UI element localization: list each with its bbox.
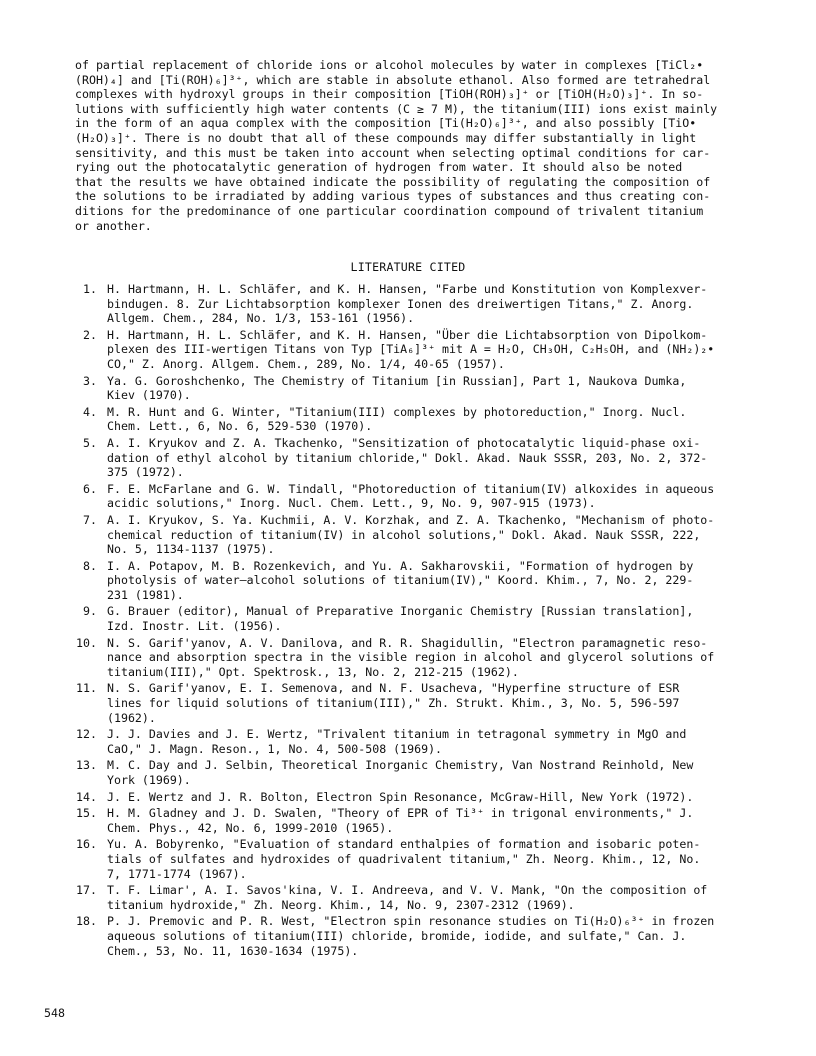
paragraph-line: lutions with sufficiently high water contents (C ≥ 7 M), the titanium(III) ions exist mainly (75, 101, 718, 116)
paragraph-line: or another. (75, 218, 152, 233)
reference-number: 11. (76, 681, 97, 696)
reference-item (75, 405, 755, 434)
reference-item (75, 604, 755, 633)
paragraph-line: complexes with hydroxyl groups in their composition [TiOH(ROH)₃]⁺ or [TiOH(H₂O)₃]⁺. In so- (75, 87, 704, 102)
reference-line: A. I. Kryukov, S. Ya. Kuchmii, A. V. Korzhak, and Z. A. Tkachenko, "Mechanism of photo- (107, 512, 715, 527)
reference-item (75, 883, 755, 912)
reference-line: J. E. Wertz and J. R. Bolton, Electron Spin Resonance, McGraw-Hill, New York (1972). (107, 789, 694, 804)
reference-line: York (1969). (107, 773, 191, 787)
reference-number: 9. (83, 604, 97, 619)
paragraph-line: in the form of an aqua complex with the composition [Ti(H₂O)₆]³⁺, and also possibly [TiO• (75, 116, 697, 131)
reference-number: 5. (83, 435, 97, 450)
reference-number: 3. (83, 373, 97, 388)
reference-line: Allgem. Chem., 284, No. 1/3, 153-161 (1956). (107, 311, 415, 326)
reference-item (75, 482, 755, 511)
reference-line: Kiev (1970). (107, 388, 191, 403)
literature-cited-heading: LITERATURE CITED (350, 260, 466, 274)
reference-item (75, 681, 755, 725)
reference-line: 231 (1981). (107, 587, 184, 602)
reference-line: CO," Z. Anorg. Allgem. Chem., 289, No. 1/4, 40-65 (1957). (107, 356, 505, 371)
reference-line: titanium hydroxide," Zh. Neorg. Khim., 14, No. 9, 2307-2312 (1969). (107, 897, 575, 912)
paragraph-line: that the results we have obtained indicate the possibility of regulating the composition of (75, 174, 711, 189)
reference-line: G. Brauer (editor), Manual of Preparative Inorganic Chemistry [Russian translation], (107, 604, 694, 619)
paragraph-line: of partial replacement of chloride ions or alcohol molecules by water in complexes [TiCl₂• (75, 58, 704, 72)
reference-line: Chem., 53, No. 11, 1630-1634 (1975). (107, 943, 359, 958)
reference-line: H. Hartmann, H. L. Schläfer, and K. H. Hansen, "Farbe und Konstitution von Komplexver- (107, 282, 708, 296)
reference-item (75, 636, 755, 680)
reference-line: dation of ethyl alcohol by titanium chloride," Dokl. Akad. Nauk SSSR, 203, No. 2, 372- (107, 450, 708, 465)
reference-item (75, 513, 755, 557)
reference-line: titanium(III)," Opt. Spektrosk., 13, No. 2, 212-215 (1962). (107, 664, 519, 679)
reference-item (75, 790, 755, 805)
reference-line: J. J. Davies and J. E. Wertz, "Trivalent titanium in tetragonal symmetry in MgO and (107, 727, 687, 742)
reference-line: Chem. Phys., 42, No. 6, 1999-2010 (1965). (107, 820, 394, 835)
reference-line: No. 5, 1134-1137 (1975). (107, 542, 275, 557)
paragraph-line: ditions for the predominance of one particular coordination compound of trivalent titanium (75, 203, 704, 218)
reference-item (75, 374, 755, 403)
reference-line: M. R. Hunt and G. Winter, "Titanium(III) complexes by photoreduction," Inorg. Nucl. (107, 404, 687, 419)
reference-list (75, 282, 755, 960)
reference-line: Izd. Inostr. Lit. (1956). (107, 619, 282, 634)
reference-item (75, 914, 755, 958)
reference-line: nance and absorption spectra in the visible region in alcohol and glycerol solutions of (107, 650, 715, 665)
reference-line: acidic solutions," Inorg. Nucl. Chem. Lett., 9, No. 9, 907-915 (1973). (107, 496, 596, 511)
reference-line: Chem. Lett., 6, No. 6, 529-530 (1970). (107, 419, 373, 434)
reference-line: N. S. Garif'yanov, E. I. Semenova, and N. F. Usacheva, "Hyperfine structure of ESR (107, 681, 680, 696)
paragraph-line: (ROH)₄] and [Ti(ROH)₆]³⁺, which are stable in absolute ethanol. Also formed are tetrahedral (75, 72, 711, 87)
reference-item (75, 758, 755, 787)
reference-line: chemical reduction of titanium(IV) in alcohol solutions," Dokl. Akad. Nauk SSSR, 222, (107, 527, 701, 542)
reference-line: T. F. Limar', A. I. Savos'kina, V. I. Andreeva, and V. V. Mank, "On the composition of (107, 883, 708, 898)
reference-number: 15. (76, 806, 97, 821)
reference-line: A. I. Kryukov and Z. A. Tkachenko, "Sensitization of photocatalytic liquid-phase oxi- (107, 435, 701, 450)
reference-line: P. J. Premovic and P. R. West, "Electron spin resonance studies on Ti(H₂O)₆³⁺ in frozen (107, 914, 715, 929)
reference-number: 16. (76, 837, 97, 852)
reference-item (75, 727, 755, 756)
reference-number: 6. (83, 481, 97, 496)
reference-number: 14. (76, 789, 97, 804)
reference-number: 10. (76, 635, 97, 650)
reference-item (75, 837, 755, 881)
reference-line: N. S. Garif'yanov, A. V. Danilova, and R. R. Shagidullin, "Electron paramagnetic reso- (107, 635, 708, 650)
reference-line: (1962). (107, 710, 156, 725)
reference-item (75, 806, 755, 835)
reference-line: plexen des III-wertigen Titans von Typ [TiA₆]³⁺ mit A = H₂O, CH₃OH, C₂H₅OH, and (NH₂)₂• (107, 342, 715, 357)
reference-number: 4. (83, 404, 97, 419)
reference-line: tials of sulfates and hydroxides of quadrivalent titanium," Zh. Neorg. Khim., 12, No. (107, 851, 701, 866)
reference-number: 2. (83, 327, 97, 342)
reference-number: 12. (76, 727, 97, 742)
reference-line: F. E. McFarlane and G. W. Tindall, "Photoreduction of titanium(IV) alkoxides in aqueous (107, 481, 715, 496)
reference-item (75, 559, 755, 603)
reference-line: H. Hartmann, H. L. Schläfer, and K. H. Hansen, "Über die Lichtabsorption von Dipolkom- (107, 327, 708, 342)
reference-line: Yu. A. Bobyrenko, "Evaluation of standard enthalpies of formation and isobaric poten- (107, 837, 701, 852)
reference-number: 18. (76, 914, 97, 929)
reference-line: H. M. Gladney and J. D. Swalen, "Theory of EPR of Ti³⁺ in trigonal environments," J. (107, 806, 694, 821)
reference-item (75, 328, 755, 372)
reference-number: 17. (76, 883, 97, 898)
paragraph-line: the solutions to be irradiated by adding various types of substances and thus creating con- (75, 189, 711, 204)
reference-line: I. A. Potapov, M. B. Rozenkevich, and Yu. A. Sakharovskii, "Formation of hydrogen by (107, 558, 694, 573)
reference-line: aqueous solutions of titanium(III) chloride, bromide, iodide, and sulfate," Can. J. (107, 928, 687, 943)
reference-line: CaO," J. Magn. Reson., 1, No. 4, 500-508 (1969). (107, 741, 443, 756)
reference-item (75, 282, 755, 326)
reference-line: M. C. Day and J. Selbin, Theoretical Inorganic Chemistry, Van Nostrand Reinhold, New (107, 758, 694, 773)
body-paragraph (75, 58, 747, 233)
paragraph-line: rying out the photocatalytic generation of hydrogen from water. It should also be noted (75, 160, 683, 175)
reference-number: 1. (83, 282, 97, 296)
reference-number: 8. (83, 558, 97, 573)
reference-item (75, 436, 755, 480)
reference-number: 13. (76, 758, 97, 773)
reference-line: lines for liquid solutions of titanium(III)," Zh. Strukt. Khim., 3, No. 5, 596-597 (107, 696, 680, 711)
reference-number: 7. (83, 512, 97, 527)
reference-line: bindugen. 8. Zur Lichtabsorption komplexer Ionen des dreiwertigen Titans," Z. Anorg. (107, 296, 694, 311)
reference-line: Ya. G. Goroshchenko, The Chemistry of Titanium [in Russian], Part 1, Naukova Dumka, (107, 373, 687, 388)
paragraph-line: sensitivity, and this must be taken into account when selecting optimal conditions for car- (75, 145, 711, 160)
paragraph-line: (H₂O)₃]⁺. There is no doubt that all of these compounds may differ substantially in light (75, 130, 697, 145)
reference-line: photolysis of water—alcohol solutions of titanium(IV)," Koord. Khim., 7, No. 2, 229- (107, 573, 694, 588)
reference-line: 7, 1771-1774 (1967). (107, 866, 247, 881)
reference-line: 375 (1972). (107, 465, 184, 480)
page-number: 548 (44, 1006, 65, 1020)
